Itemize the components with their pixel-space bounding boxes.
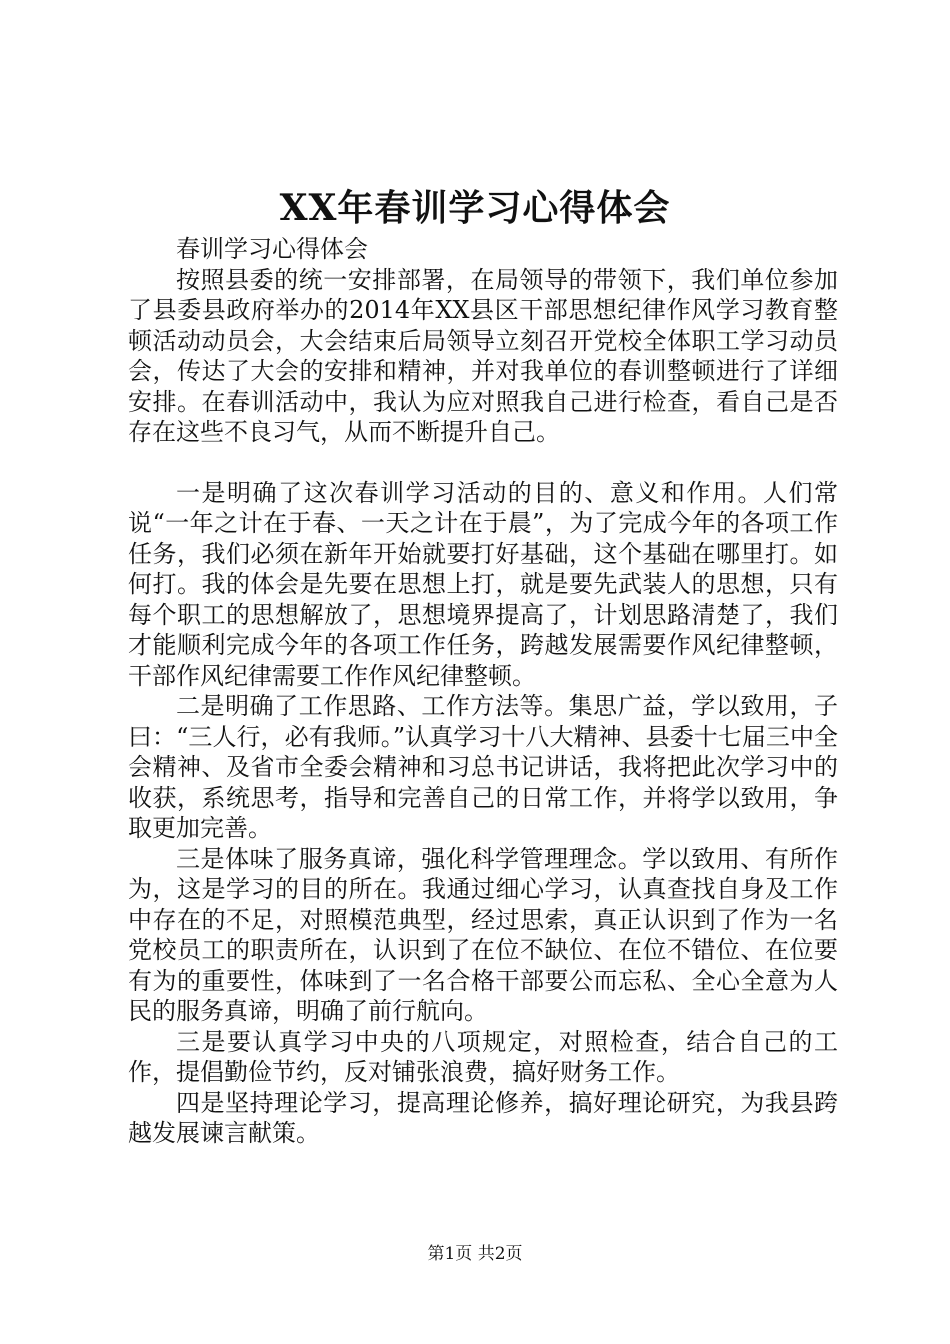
body-paragraph-subtitle: 春训学习心得体会 — [176, 235, 368, 263]
body-paragraph-intro: 按照县委的统一安排部署，在局领导的带领下，我们单位参加了县委县政府举办的2014年XX县区干部思想纪律作风学习教育整顿活动动员会，大会结束后局领导立刻召开党校全体职工学习动员会，传达了大会的安排和精神，并对我单位的春训整顿进行了详细安排。在春训活动中，我认为应对照我自己进行检查，看自己是否存在这些不良习气，从而不断提升自己。 — [128, 265, 838, 446]
body-paragraph-point-3: 三是体味了服务真谛，强化科学管理理念。学以致用、有所作为，这是学习的目的所在。我通过细心学习，认真查找自身及工作中存在的不足，对照模范典型，经过思索，真正认识到了作为一名党校员工的职责所在，认识到了在位不缺位、在位不错位、在位要有为的重要性，体味到了一名合格干部要公而忘私、全心全意为人民的服务真谛，明确了前行航向。 — [128, 844, 838, 1025]
body-paragraph-point-4: 四是坚持理论学习，提高理论修养，搞好理论研究，为我县跨越发展谏言献策。 — [128, 1088, 838, 1147]
page-number-footer: 第1页 共2页 — [427, 1244, 523, 1264]
body-paragraph-point-3b: 三是要认真学习中央的八项规定，对照检查，结合自己的工作，提倡勤俭节约，反对铺张浪费，搞好财务工作。 — [128, 1027, 838, 1086]
document-body — [128, 234, 838, 1149]
document-title: XX年春训学习心得体会 — [279, 187, 671, 229]
body-paragraph-point-1: 一是明确了这次春训学习活动的目的、意义和作用。人们常说“一年之计在于春、一天之计在于晨”，为了完成今年的各项工作任务，我们必须在新年开始就要打好基础，这个基础在哪里打。如何打。我的体会是先要在思想上打，就是要先武装人的思想，只有每个职工的思想解放了，思想境界提高了，计划思路清楚了，我们才能顺利完成今年的各项工作任务，跨越发展需要作风纪律整顿，干部作风纪律需要工作作风纪律整顿。 — [128, 478, 838, 690]
body-paragraph-point-2: 二是明确了工作思路、工作方法等。集思广益，学以致用，子曰：“三人行，必有我师。”认真学习十八大精神、县委十七届三中全会精神、及省市全委会精神和习总书记讲话，我将把此次学习中的收获，系统思考，指导和完善自己的日常工作，并将学以致用，争取更加完善。 — [128, 692, 838, 842]
